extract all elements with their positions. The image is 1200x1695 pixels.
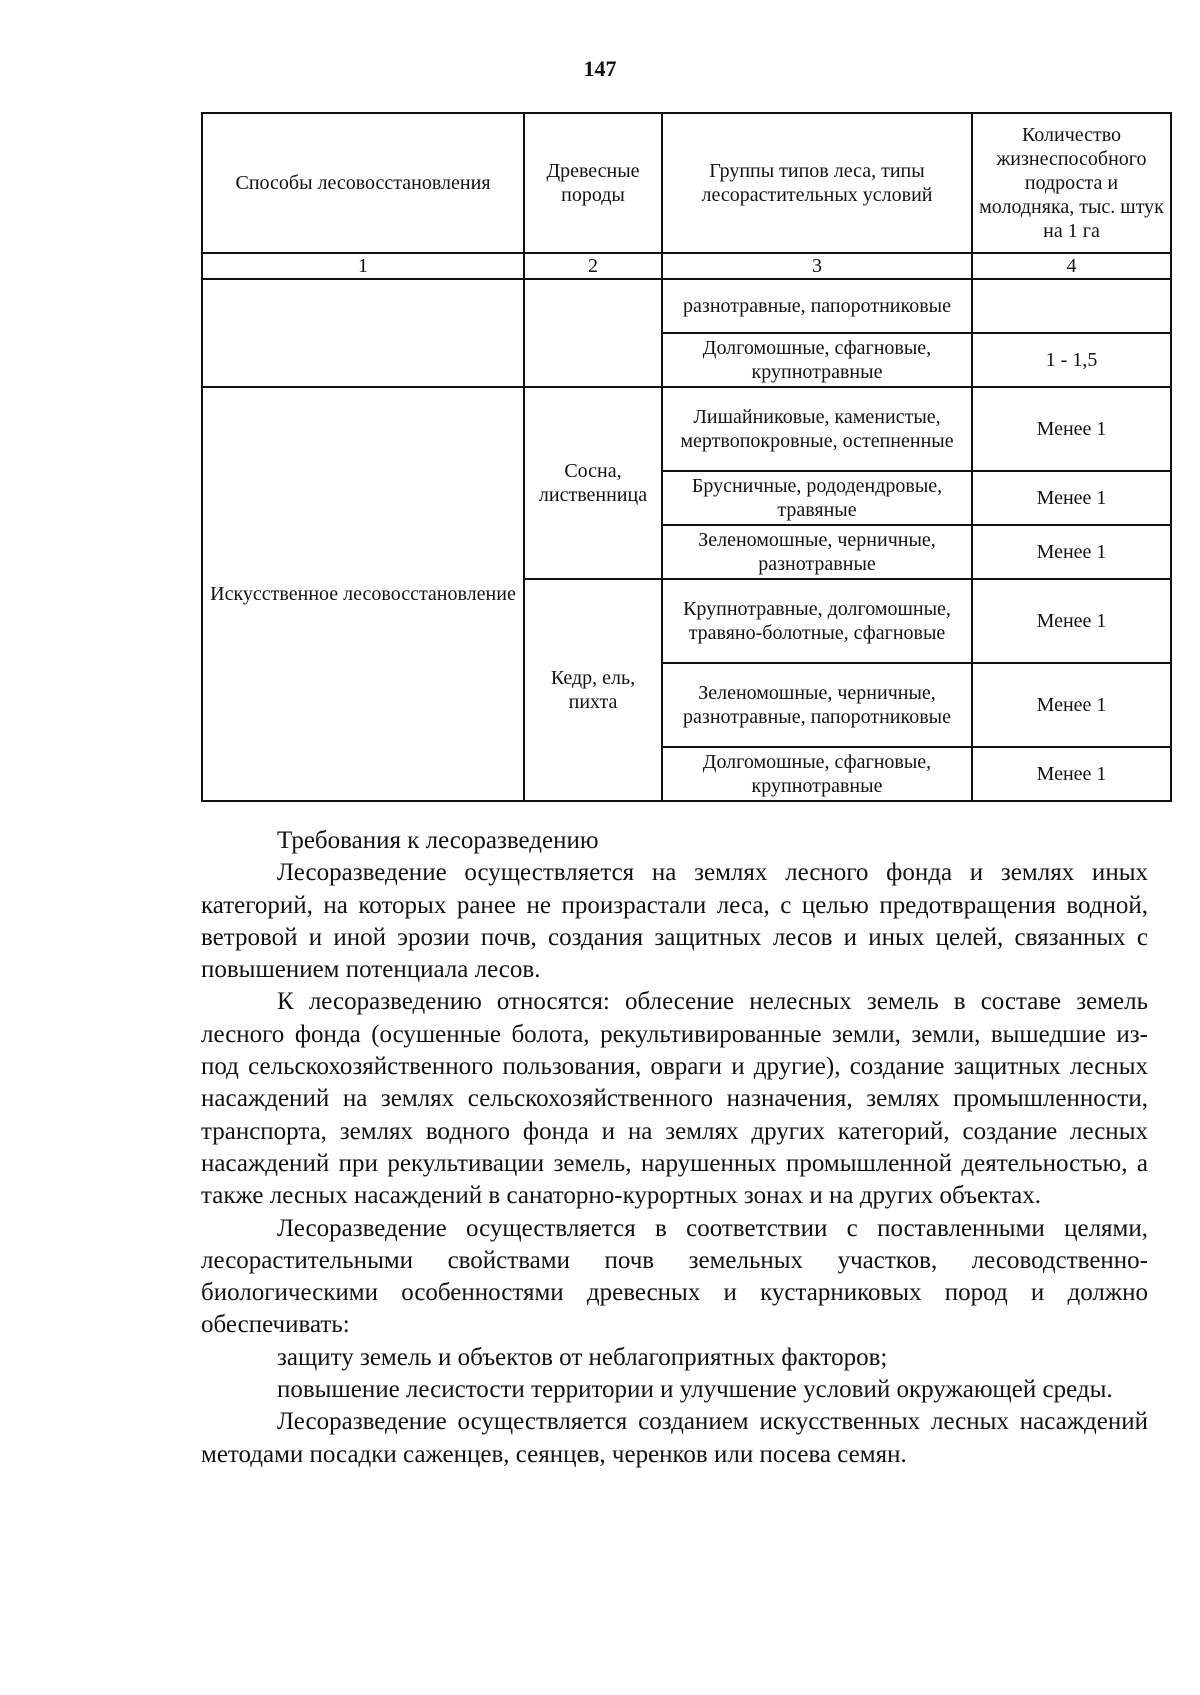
method-cell-artificial: Искусственное лесовосстановление xyxy=(202,387,524,801)
group-cell: Зеленомошные, черничные, разнотравные, папоротниковые xyxy=(662,663,972,747)
column-number-1: 1 xyxy=(202,253,524,279)
count-cell: Менее 1 xyxy=(972,387,1171,471)
column-number-row xyxy=(202,253,1171,279)
method-cell-empty xyxy=(202,279,524,387)
group-cell: Крупнотравные, долгомошные, травяно-болотные, сфагновые xyxy=(662,579,972,663)
header-undergrowth-count: Количество жизнеспособного подроста и молодняка, тыс. штук на 1 га xyxy=(972,113,1171,253)
paragraph: Лесоразведение осуществляется созданием искусственных лесных насаждений методами посадки саженцев, сеянцев, черенков или посева семян. xyxy=(201,1408,1148,1468)
count-cell: Менее 1 xyxy=(972,663,1171,747)
column-number-4: 4 xyxy=(972,253,1171,279)
paragraph: повышение лесистости территории и улучшение условий окружающей среды. xyxy=(277,1376,1113,1404)
species-cell-pine-larch: Сосна, лиственница xyxy=(524,387,662,579)
group-cell: Зеленомошные, черничные, разнотравные xyxy=(662,525,972,579)
count-cell: Менее 1 xyxy=(972,525,1171,579)
paragraph: защиту земель и объектов от неблагоприятных факторов; xyxy=(277,1343,888,1371)
header-methods: Способы лесовосстановления xyxy=(202,113,524,253)
count-cell xyxy=(972,279,1171,333)
column-number-3: 3 xyxy=(662,253,972,279)
paragraph: К лесоразведению относятся: облесение нелесных земель в составе земель лесного фонда (осушенные болота, рекультивированные земли, земли, вышедшие из-под сельскохозяйственного пользования, овраги и другие), создание защитных лесных насаждений на землях сельскохозяйственного назначения, землях промышленности, транспорта, землях водного фонда и на землях других категорий, создание лесных насаждений при рекультивации земель, нарушенных промышленной деятельностью, а также лесных насаждений в санаторно-курортных зонах и на других объектах. xyxy=(201,988,1148,1210)
table-header-row xyxy=(202,113,1171,253)
group-cell: Лишайниковые, каменистые, мертвопокровные, остепненные xyxy=(662,387,972,471)
count-cell: Менее 1 xyxy=(972,579,1171,663)
group-cell: Долгомошные, сфагновые, крупнотравные xyxy=(662,333,972,387)
table-row xyxy=(202,279,1171,333)
body-text xyxy=(201,825,1148,1471)
count-cell: Менее 1 xyxy=(972,471,1171,525)
column-number-2: 2 xyxy=(524,253,662,279)
page-number: 147 xyxy=(583,56,617,81)
paragraph: Лесоразведение осуществляется на землях лесного фонда и землях иных категорий, на которых ранее не произрастали леса, с целью предотвращения водной, ветровой и иной эрозии почв, создания защитных лесов и иных целей, связанных с повышением потенциала лесов. xyxy=(201,859,1148,984)
group-cell: Долгомошные, сфагновые, крупнотравные xyxy=(662,747,972,801)
header-forest-groups: Группы типов леса, типы лесорастительных условий xyxy=(662,113,972,253)
species-cell-empty xyxy=(524,279,662,387)
section-heading: Требования к лесоразведению xyxy=(277,827,599,854)
count-cell: Менее 1 xyxy=(972,747,1171,801)
group-cell: разнотравные, папоротниковые xyxy=(662,279,972,333)
count-cell: 1 - 1,5 xyxy=(972,333,1171,387)
reforestation-table xyxy=(201,112,1172,802)
table-row xyxy=(202,387,1171,471)
group-cell: Брусничные, рододендровые, травяные xyxy=(662,471,972,525)
header-species: Древесные породы xyxy=(524,113,662,253)
species-cell-cedar-spruce-fir: Кедр, ель, пихта xyxy=(524,579,662,801)
paragraph: Лесоразведение осуществляется в соответствии с поставленными целями, лесорастительными свойствами почв земельных участков, лесоводственно-биологическими особенностями древесных и кустарниковых пород и должно обеспечивать: xyxy=(201,1214,1148,1339)
